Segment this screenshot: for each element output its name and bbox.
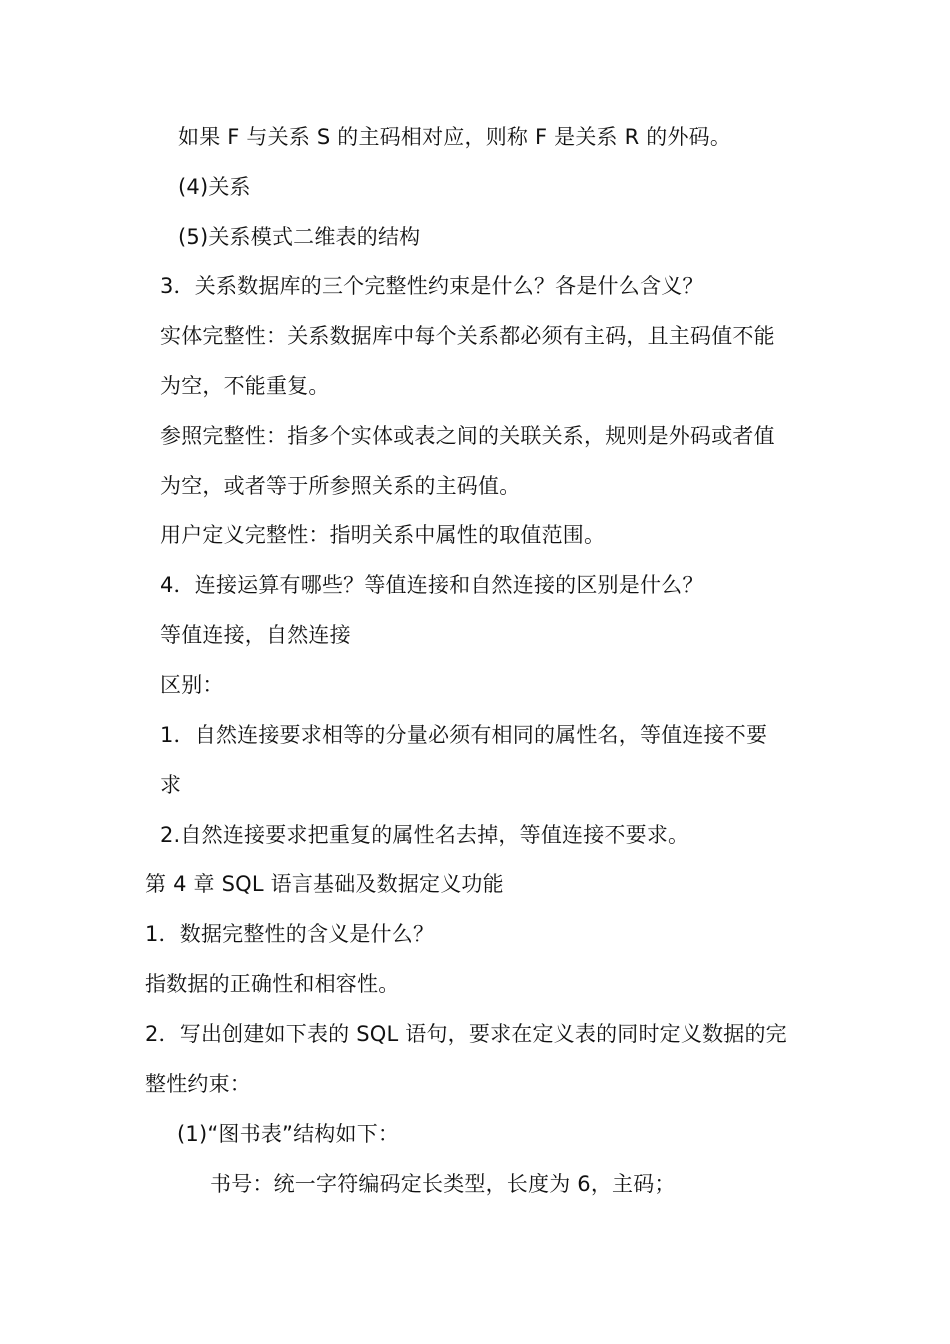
text-line-answer-5: (5)关系模式二维表的结构	[178, 225, 421, 249]
question-4: 4．连接运算有哪些？等值连接和自然连接的区别是什么？	[160, 573, 704, 597]
text-line-answer-4: (4)关系	[178, 175, 251, 199]
difference-label: 区别：	[160, 673, 224, 697]
difference-point-2: 2.自然连接要求把重复的属性名去掉，等值连接不要求。	[160, 823, 690, 847]
text-line-foreign-key-definition: 如果 F 与关系 S 的主码相对应，则称 F 是关系 R 的外码。	[178, 125, 732, 149]
join-types-answer: 等值连接，自然连接	[160, 623, 351, 647]
referential-integrity-line-1: 参照完整性：指多个实体或表之间的关联关系，规则是外码或者值	[160, 424, 775, 448]
referential-integrity-line-2: 为空，或者等于所参照关系的主码值。	[160, 474, 521, 498]
difference-point-1-line-1: 1．自然连接要求相等的分量必须有相同的属性名，等值连接不要	[160, 723, 768, 747]
question-3: 3．关系数据库的三个完整性约束是什么？各是什么含义？	[160, 274, 704, 298]
question-2-line-1: 2．写出创建如下表的 SQL 语句，要求在定义表的同时定义数据的完	[145, 1022, 787, 1046]
entity-integrity-line-1: 实体完整性：关系数据库中每个关系都必须有主码，且主码值不能	[160, 324, 775, 348]
book-number-field-spec: 书号：统一字符编码定长类型，长度为 6，主码；	[210, 1172, 676, 1196]
chapter-4-heading: 第 4 章 SQL 语言基础及数据定义功能	[145, 872, 504, 896]
user-defined-integrity: 用户定义完整性：指明关系中属性的取值范围。	[160, 523, 606, 547]
difference-point-1-line-2: 求	[160, 773, 182, 797]
entity-integrity-line-2: 为空，不能重复。	[160, 374, 330, 398]
book-table-heading: (1)“图书表”结构如下：	[177, 1122, 400, 1146]
question-2-line-2: 整性约束：	[145, 1072, 251, 1096]
question-1-answer: 指数据的正确性和相容性。	[145, 972, 400, 996]
question-1: 1．数据完整性的含义是什么？	[145, 922, 435, 946]
